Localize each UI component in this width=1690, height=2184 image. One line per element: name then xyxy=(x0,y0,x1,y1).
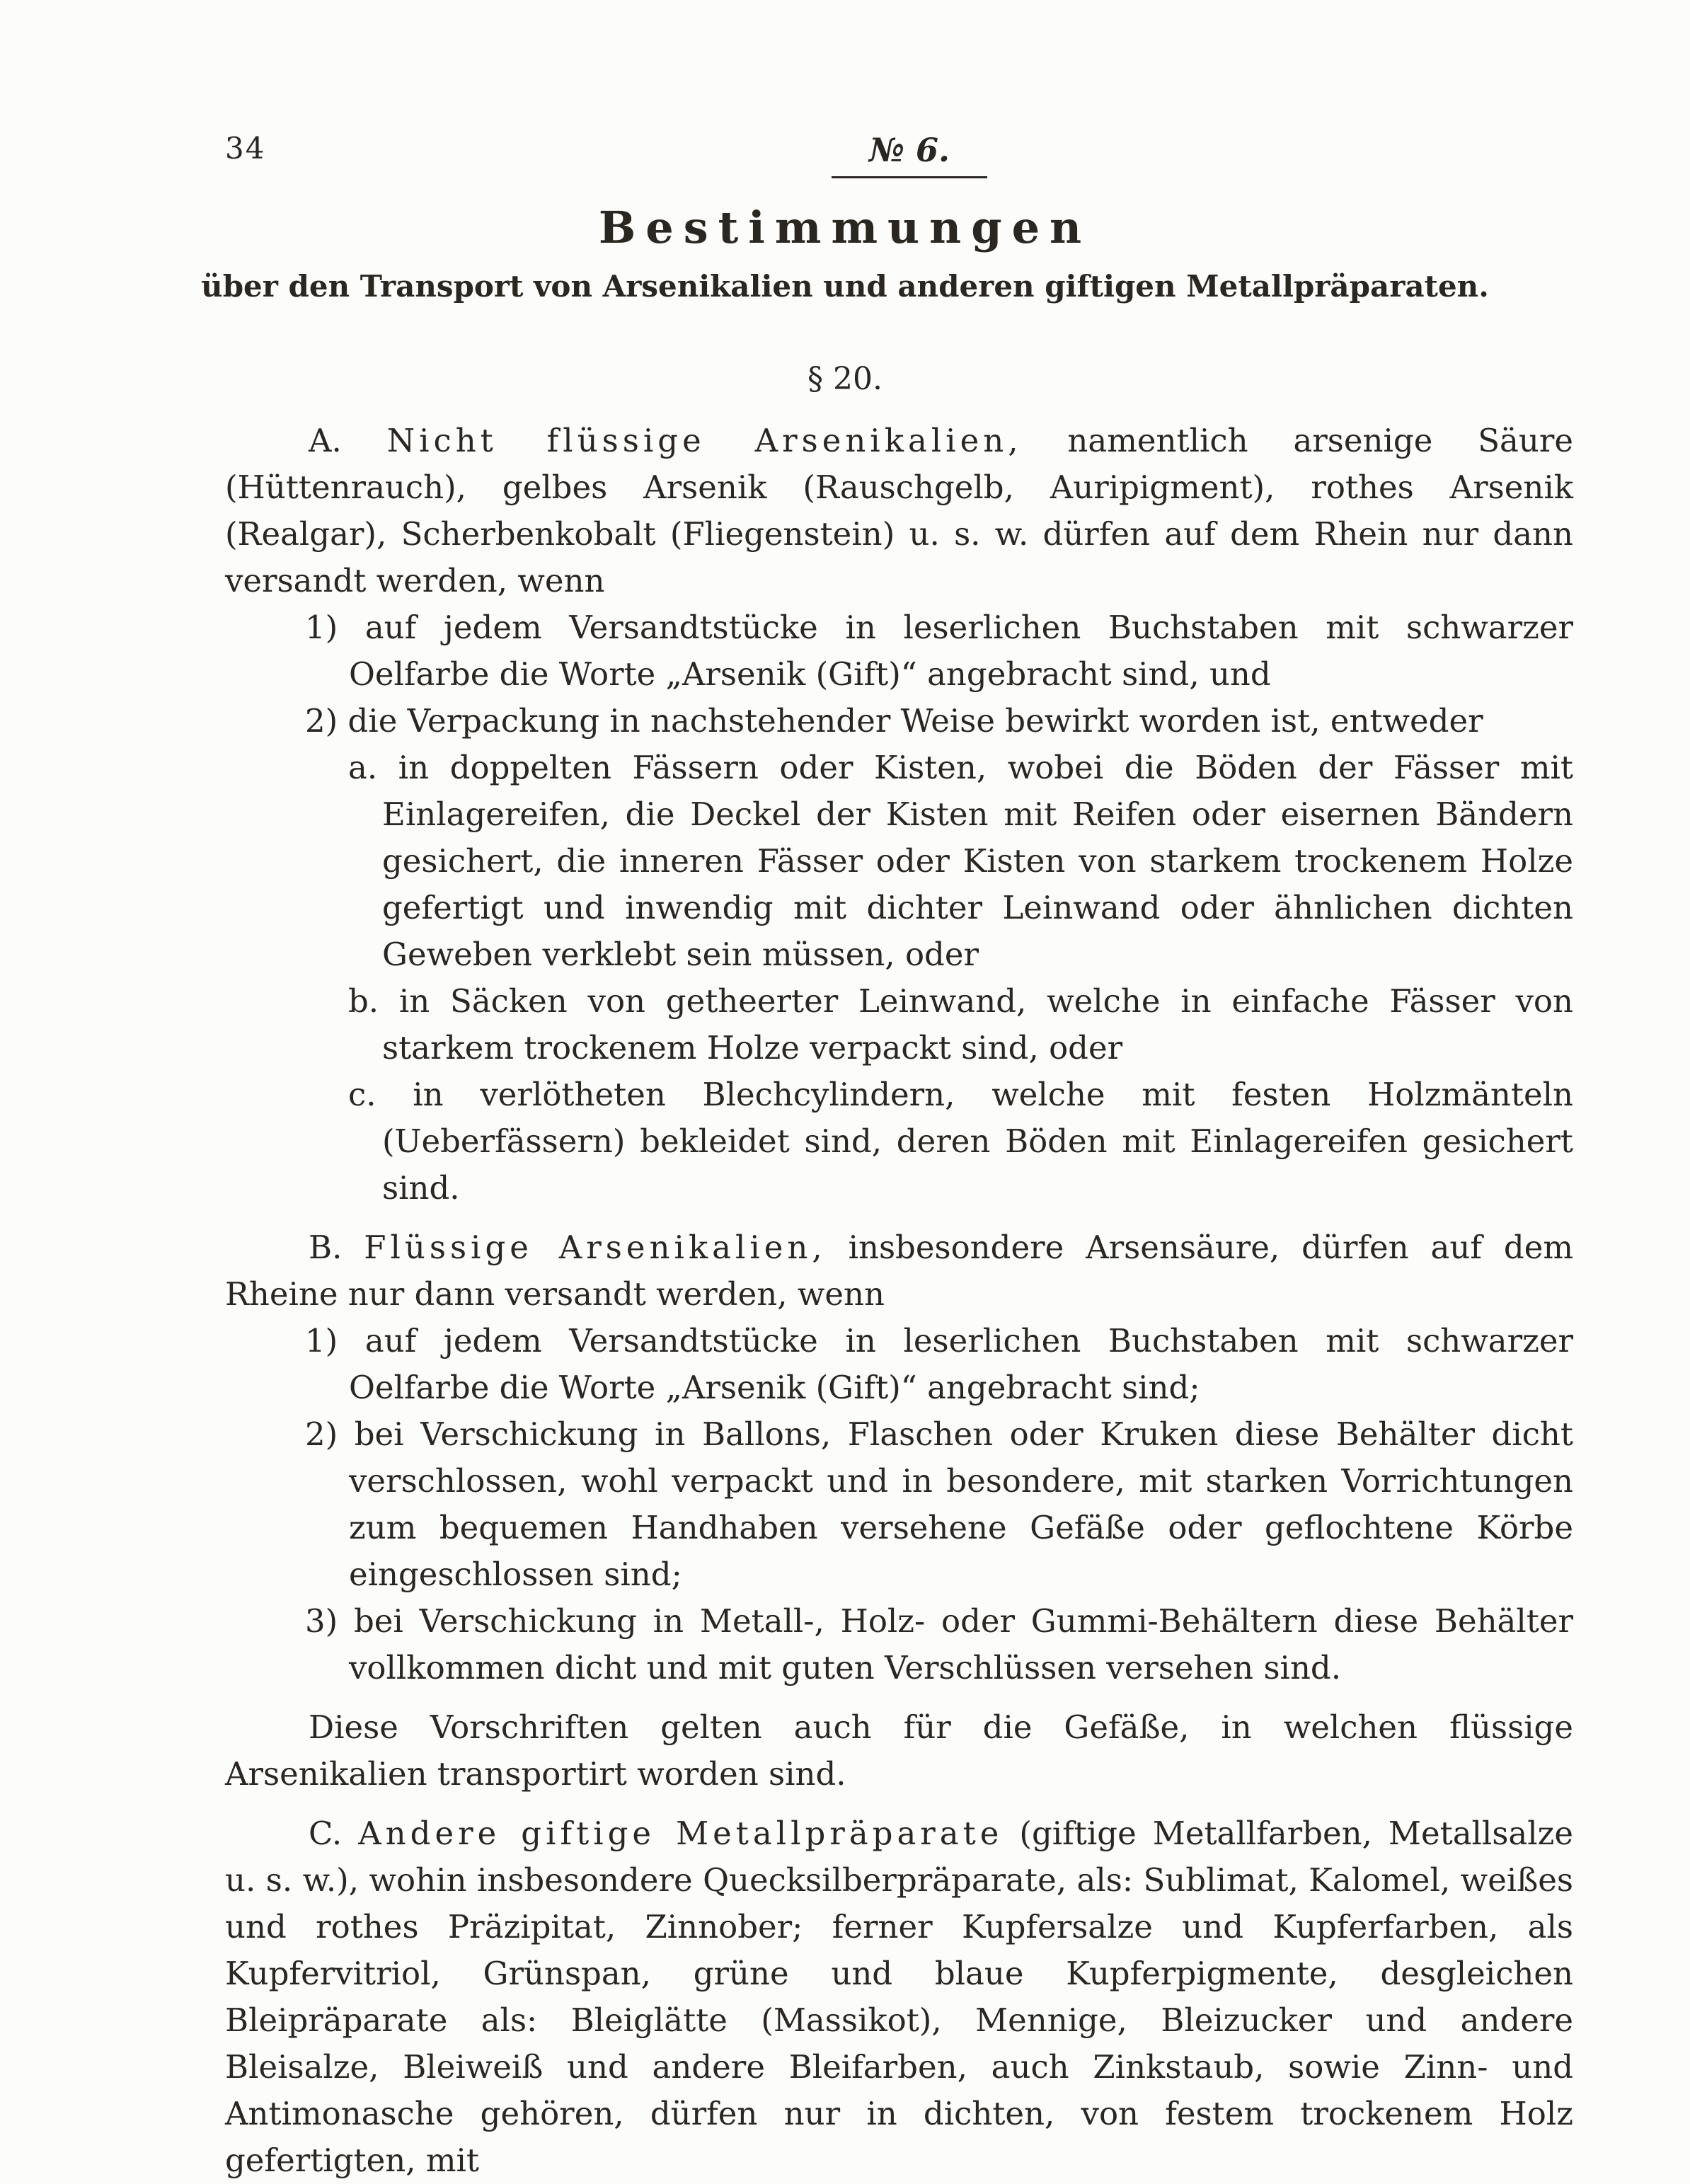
section-b-item-3 xyxy=(225,1598,1573,1691)
section-a-label: A. xyxy=(309,422,342,459)
section-b-label: B. xyxy=(309,1229,343,1266)
section-a-subitem-a xyxy=(225,745,1573,978)
section-a-subitem-b xyxy=(225,978,1573,1071)
section-a-subitem-c xyxy=(225,1071,1573,1212)
item-text: bei Verschickung in Ballons, Flaschen oder Kruken diese Behälter dicht verschlossen, wohl verpackt und in besondere, mit starken Vorrichtungen zum bequemen Handhaben versehene Gefäße oder geflochtene Körbe eingeschlossen sind; xyxy=(349,1415,1574,1593)
subitem-letter: a. xyxy=(348,749,378,786)
section-b-paragraph xyxy=(225,1224,1573,1318)
item-number: 1) xyxy=(305,1322,338,1360)
section-a-item-2 xyxy=(225,698,1573,745)
section-label: § 20. xyxy=(807,361,883,397)
section-c-heading: Andere giftige Metallpräparate xyxy=(358,1815,1004,1852)
section-b-item-2 xyxy=(225,1411,1573,1598)
item-text: bei Verschickung in Metall-, Holz- oder Gummi-Behältern diese Behälter vollkommen dicht und mit guten Verschlüssen versehen sind. xyxy=(349,1602,1574,1686)
item-text: auf jedem Versandtstücke in leserlichen Buchstaben mit schwarzer Oelfarbe die Worte „Arsenik (Gift)“ angebracht sind; xyxy=(349,1322,1573,1406)
subitem-letter: b. xyxy=(348,982,379,1020)
subitem-letter: c. xyxy=(348,1076,376,1113)
subitem-text: in verlötheten Blechcylindern, welche mit festen Holzmänteln (Ueberfässern) bekleidet sind, deren Böden mit Einlagereifen gesichert sind. xyxy=(382,1076,1573,1207)
section-a-text: namentlich arsenige Säure (Hüttenrauch), gelbes Arsenik (Rauschgelb, Auripigment), rothes Arsenik (Realgar), Scherbenkobalt (Fliegenstein) u. s. w. dürfen auf dem Rhein nur dann versandt werden, wenn xyxy=(225,422,1573,599)
section-c-paragraph xyxy=(225,1810,1573,2184)
section-c-label: C. xyxy=(309,1815,343,1852)
page-title: Bestimmungen xyxy=(598,202,1092,253)
document-number: № 6. xyxy=(832,131,987,178)
item-text: die Verpackung in nachstehender Weise bewirkt worden ist, entweder xyxy=(347,702,1483,740)
section-a-paragraph xyxy=(225,418,1573,604)
subitem-text: in Säcken von getheerter Leinwand, welche in einfache Fässer von starkem trockenem Holze verpackt sind, oder xyxy=(382,982,1573,1067)
page-number: 34 xyxy=(225,131,266,166)
page-subtitle: über den Transport von Arsenikalien und anderen giftigen Metallpräparaten. xyxy=(201,269,1489,304)
item-number: 3) xyxy=(305,1602,338,1640)
item-text: auf jedem Versandtstücke in leserlichen Buchstaben mit schwarzer Oelfarbe die Worte „Arsenik (Gift)“ angebracht sind, und xyxy=(349,609,1573,693)
item-number: 2) xyxy=(305,1415,338,1453)
section-a-heading: Nicht flüssige Arsenikalien, xyxy=(386,422,1023,459)
body-text xyxy=(225,418,1573,2184)
section-b-item-1 xyxy=(225,1318,1573,1411)
section-c-text: (giftige Metallfarben, Metallsalze u. s. w.), wohin insbesondere Quecksilberpräparate, als: Sublimat, Kalomel, weißes und rothes Präzipitat, Zinnober; ferner Kupfersalze und Kupferfarben, als Kupfervitriol, Grünspan, grüne und blaue Kupferpigmente, desgleichen Bleipräparate als: Bleiglätte (Massikot), Mennige, Bleizucker und andere Bleisalze, Bleiweiß und andere Bleifarben, auch Zinkstaub, sowie Zinn- und Antimonasche gehören, dürfen nur in dichten, von festem trockenem Holz gefertigten, mit xyxy=(225,1815,1573,2179)
subitem-text: in doppelten Fässern oder Kisten, wobei die Böden der Fässer mit Einlagereifen, die Deckel der Kisten mit Reifen oder eisernen Bändern gesichert, die inneren Fässer oder Kisten von starkem trockenem Holze gefertigt und inwendig mit dichter Leinwand oder ähnlichen dichten Geweben verklebt sein müssen, oder xyxy=(382,749,1573,973)
section-a-item-1 xyxy=(225,604,1573,698)
item-number: 1) xyxy=(305,609,338,646)
section-b-note: Diese Vorschriften gelten auch für die Gefäße, in welchen flüssige Arsenikalien transportirt worden sind. xyxy=(225,1708,1573,1793)
item-number: 2) xyxy=(305,702,338,740)
section-b-heading: Flüssige Arsenikalien, xyxy=(364,1229,827,1266)
section-b-text: insbesondere Arsensäure, dürfen auf dem Rheine nur dann versandt werden, wenn xyxy=(225,1229,1573,1313)
